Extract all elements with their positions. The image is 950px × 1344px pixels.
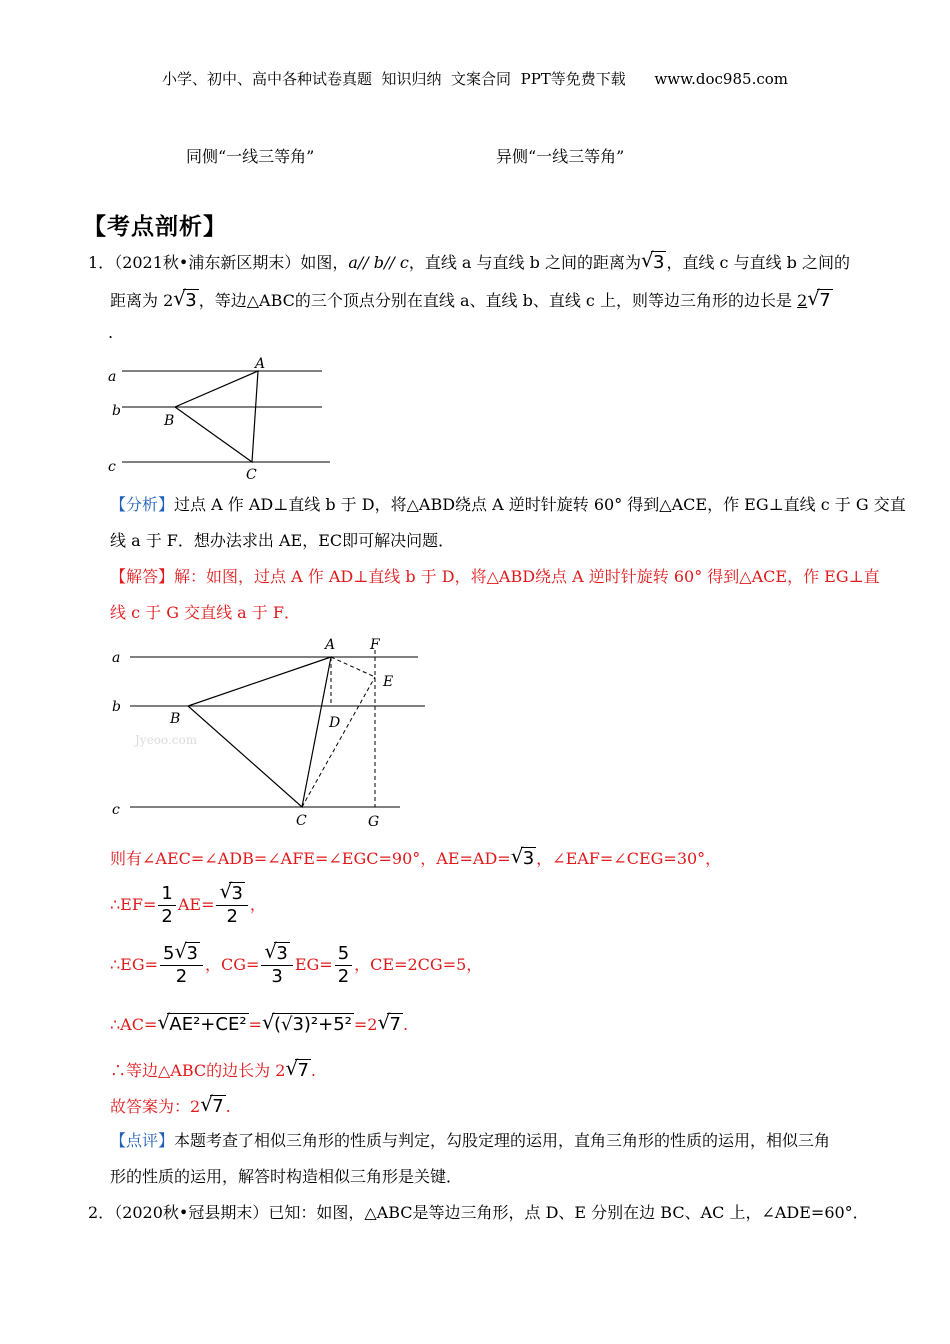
problem1-text-a: （2021秋•浦东新区期末）如图， [114, 253, 349, 272]
label-c: c [108, 459, 116, 475]
figure-2 [100, 632, 440, 837]
solution-step4: ∴AC= √ AE²+CE² = √ (√3)²+5² =2 √ 7 . [110, 1010, 409, 1035]
sqrt3-step1: √ 3 [510, 844, 535, 869]
triangle-abc [175, 371, 258, 462]
comment-line1: 【点评】本题考查了相似三角形的性质与判定，勾股定理的运用，直角三角形的性质的运用，相似三角 [110, 1131, 831, 1150]
label-b-2: b [112, 699, 121, 715]
analysis-line1 [110, 494, 906, 516]
page-header: 小学、初中、高中各种试卷真题 知识归纳 文案合同 PPT等免费下载 www.doc985.com [161, 70, 788, 88]
frac-1-2: $\frac{1}{2}$ [158, 883, 175, 928]
sqrt7-answer: √ 7 [807, 286, 831, 311]
parallel-expr: a// b// c [348, 253, 409, 272]
frac-5r3-2: 5 √ 3 2 [160, 943, 203, 988]
watermark: Jyeoo.com [135, 733, 198, 747]
problem1-dot: . [108, 323, 114, 342]
solution-tag: 【解答】 [110, 567, 175, 586]
label-B-2: B [170, 711, 181, 727]
solution-text1: 解：如图，过点 A 作 AD⊥直线 b 于 D，将△ABD绕点 A 逆时针旋转 60° 得到△ACE，作 EG⊥直 [174, 567, 880, 586]
sqrt3-expr: √ 3 [640, 248, 665, 273]
label-A: A [255, 356, 266, 372]
problem1-text-c: ，直线 c 与直线 b 之间的 [666, 253, 850, 272]
figure-1 [100, 352, 340, 487]
analysis-tag: 【分析】 [110, 495, 175, 514]
comment-tag: 【点评】 [110, 1131, 175, 1150]
solution-step1: 则有∠AEC=∠ADB=∠AFE=∠EGC=90°，AE=AD= √ 3 ，∠EAF=∠CEG=30°， [110, 844, 722, 869]
label-b: b [112, 403, 121, 419]
sqrt7-step4: √ 7 [377, 1010, 401, 1035]
analysis-text1: 过点 A 作 AD⊥直线 b 于 D，将△ABD绕点 A 逆时针旋转 60° 得到△ACE，作 EG⊥直线 c 于 G 交直 [174, 495, 906, 514]
solution-line2: 线 c 于 G 交直线 a 于 F． [110, 603, 300, 622]
segment-ce [302, 677, 375, 807]
sqrt3-expr-2: √ 3 [173, 286, 197, 311]
sqrt-ae-ce: √ AE²+CE² [157, 1010, 247, 1035]
comment-line2: 形的性质的运用，解答时构造相似三角形是关键． [110, 1167, 463, 1186]
solution-step3: ∴EG= 5 √ 3 2 ，CG= √ 3 3 EG= $\frac{5}{2}$ ，CE=2CG=5， [110, 938, 483, 987]
problem1-text-e: ，等边△ABC的三个顶点分别在直线 a、直线 b、直线 c 上，则等边三角形的边长是 [198, 291, 798, 310]
problem1-line2 [110, 286, 833, 312]
analysis-line2: 线 a 于 F．想办法求出 AE，EC即可解决问题． [110, 531, 455, 550]
frac-5-2: $\frac{5}{2}$ [335, 943, 352, 988]
sqrt7-final: √ 7 [200, 1092, 224, 1117]
solution-line1 [110, 566, 880, 588]
sqrt7-step5: √ 7 [285, 1056, 309, 1081]
solution-step2: ∴EF= $\frac{1}{2}$ AE= √ 3 2 ， [110, 878, 266, 927]
problem1-text-b: ，直线 a 与直线 b 之间的距离为 [408, 253, 641, 272]
label-c-2: c [112, 802, 120, 818]
frac-r3-2: √ 3 2 [216, 883, 247, 928]
label-G-2: G [368, 814, 380, 830]
label-D-2: D [329, 715, 341, 731]
answer-blank: 2 [797, 291, 808, 310]
frac-r3-3: √ 3 3 [261, 943, 292, 988]
triangle-abc-2 [188, 657, 331, 807]
problem2: 2．（2020秋•冠县期末）已知：如图，△ABC是等边三角形，点 D、E 分别在边 BC、AC 上，∠ADE=60°． [88, 1203, 869, 1222]
problem2-number: 2． [88, 1203, 115, 1222]
label-a: a [108, 369, 117, 385]
subtitle-same-side: 同侧“一线三等角” [186, 147, 315, 166]
label-C: C [246, 467, 257, 483]
section-title: 【考点剖析】 [83, 213, 227, 240]
problem1-text-d: 距离为 2 [110, 291, 174, 310]
label-a-2: a [112, 650, 121, 666]
label-C-2: C [296, 813, 307, 829]
label-F-2: F [370, 637, 380, 653]
label-A-2: A [325, 637, 336, 653]
solution-final: 故答案为：2 √ 7 . [110, 1092, 231, 1117]
subtitle-opposite-side: 异侧“一线三等角” [496, 147, 625, 166]
label-B: B [164, 413, 175, 429]
problem1-number: 1． [88, 253, 115, 272]
sqrt-r3-5: √ (√3)²+5² [261, 1010, 352, 1035]
solution-step5: ∴等边△ABC的边长为 2 √ 7 . [110, 1056, 316, 1081]
problem1-line1 [88, 248, 850, 274]
label-E-2: E [383, 674, 394, 690]
segment-ae [331, 657, 375, 677]
